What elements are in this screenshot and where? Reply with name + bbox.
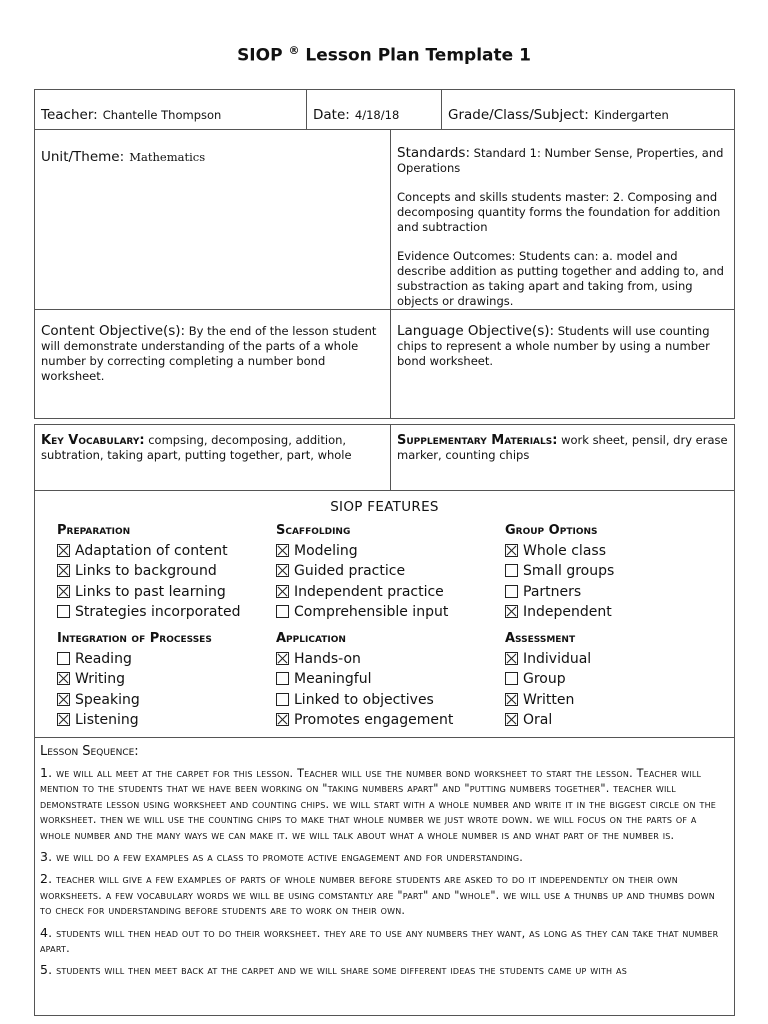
checked-checkbox[interactable] xyxy=(276,544,289,557)
feature-item[interactable] xyxy=(57,541,241,561)
unchecked-checkbox[interactable] xyxy=(276,693,289,706)
standards-value: Standard 1: Number Sense, Properties, and Operations xyxy=(397,146,724,175)
checked-checkbox[interactable] xyxy=(57,713,70,726)
feature-item-label: Linked to objectives xyxy=(294,691,434,708)
unchecked-checkbox[interactable] xyxy=(276,672,289,685)
checked-checkbox[interactable] xyxy=(505,605,518,618)
checked-checkbox[interactable] xyxy=(276,564,289,577)
checked-checkbox[interactable] xyxy=(276,585,289,598)
language-objective-cell: Language Objective(s): Students will use counting chips to represent a whole number by using a number bond worksheet. xyxy=(391,310,735,419)
feature-group-heading: Scaffolding xyxy=(276,523,351,538)
feature-item-label: Reading xyxy=(75,651,132,667)
feature-item-label: Strategies incorporated xyxy=(75,604,241,621)
supplementary-value: work sheet, pensil, dry erase marker, counting chips xyxy=(397,433,728,462)
feature-item-label: Guided practice xyxy=(294,563,406,580)
lesson-step-text: students will then meet back at the carpet and we will share some different ideas the students came up with as xyxy=(56,964,627,978)
feature-item-label: Oral xyxy=(523,712,553,729)
feature-item[interactable] xyxy=(276,582,448,602)
feature-group-heading: Group Options xyxy=(505,523,598,538)
lesson-step xyxy=(40,925,729,957)
concepts-text: Concepts and skills students master: 2. Composing and decomposing quantity forms the foundation for addition and subtraction xyxy=(397,190,721,234)
feature-item-label: Links to background xyxy=(75,563,217,580)
lesson-step-text: students will then head out to do their worksheet. they are to use any numbers they want, as long as they can take that number apart. xyxy=(40,926,719,956)
feature-item[interactable] xyxy=(505,649,591,669)
feature-item-label: Speaking xyxy=(75,691,140,708)
feature-item-label: Small groups xyxy=(523,563,615,580)
siop-features-title: SIOP FEATURES xyxy=(330,499,439,515)
lesson-sequence-label: Lesson Sequence: xyxy=(40,744,139,759)
feature-item[interactable] xyxy=(276,602,448,622)
feature-item-label: Adaptation of content xyxy=(75,543,228,559)
feature-item[interactable] xyxy=(57,690,212,710)
checked-checkbox[interactable] xyxy=(276,713,289,726)
feature-item-label: Modeling xyxy=(294,543,358,559)
lesson-step-text: teacher will give a few examples of parts of whole number before students are asked to do it independently on their own worksheets. a few vocabulary words we will be using comstantly are "part" and "whole". we will use a thunbs up and thumbs down to check for understanding before students are to work on their own. xyxy=(40,873,715,918)
feature-group-preparation xyxy=(57,521,241,623)
date-cell: Date: 4/18/18 xyxy=(307,90,442,130)
feature-group-heading: Preparation xyxy=(57,523,131,538)
lesson-step-text: we will all meet at the carpet for this lesson. Teacher will use the number bond worksheet to start the lesson. Teacher will mention to the students that we have been working on "taking numbers apart" and "putting numbers together". teacher will demonstrate lesson using worksheet and counting chips. we will start with a whole number and write it in the biggest circle on the worksheet. then we will use the counting chips to make that whole number we just wrote down. we will focus on the parts of a whole number and the many ways we can make it. we will talk about what a whole number is and what part of the number is. xyxy=(40,767,717,842)
lesson-step xyxy=(40,765,729,843)
unchecked-checkbox[interactable] xyxy=(505,564,518,577)
checked-checkbox[interactable] xyxy=(505,693,518,706)
feature-item-label: Independent practice xyxy=(294,583,444,600)
grade-value: Kindergarten xyxy=(593,108,669,122)
lesson-step xyxy=(40,871,729,918)
lesson-step-number: 2. xyxy=(40,871,53,887)
unchecked-checkbox[interactable] xyxy=(57,605,70,618)
feature-item-label: Links to past learning xyxy=(75,583,226,600)
feature-item[interactable] xyxy=(57,710,212,730)
feature-item-label: Writing xyxy=(75,671,125,688)
feature-item-label: Listening xyxy=(75,712,139,729)
feature-item[interactable] xyxy=(505,561,614,581)
feature-group-application xyxy=(276,629,453,731)
checked-checkbox[interactable] xyxy=(505,652,518,665)
feature-item[interactable] xyxy=(276,690,453,710)
siop-features-cell xyxy=(35,491,735,738)
feature-item[interactable] xyxy=(505,541,614,561)
checked-checkbox[interactable] xyxy=(57,544,70,557)
feature-item-label: Comprehensible input xyxy=(294,604,449,621)
page-title: SIOP ® Lesson Plan Template 1 xyxy=(237,44,531,66)
lesson-step-number: 3. xyxy=(40,849,53,865)
feature-item[interactable] xyxy=(276,649,453,669)
checked-checkbox[interactable] xyxy=(276,652,289,665)
lesson-step-number: 4. xyxy=(40,924,53,940)
feature-item-label: Group xyxy=(523,671,566,688)
feature-item-label: Whole class xyxy=(523,543,606,559)
feature-group-heading: Assessment xyxy=(505,631,576,646)
feature-item-label: Partners xyxy=(523,583,582,600)
checked-checkbox[interactable] xyxy=(57,672,70,685)
feature-item[interactable] xyxy=(57,582,241,602)
lesson-step xyxy=(40,962,729,978)
feature-item[interactable] xyxy=(57,649,212,669)
feature-group-integration xyxy=(57,629,212,731)
unit-standards-table xyxy=(34,129,735,419)
feature-item-label: Hands-on xyxy=(294,651,361,667)
unchecked-checkbox[interactable] xyxy=(57,652,70,665)
checked-checkbox[interactable] xyxy=(57,693,70,706)
feature-item-label: Meaningful xyxy=(294,671,372,688)
feature-group-heading: Integration of Processes xyxy=(57,631,212,646)
feature-item[interactable] xyxy=(505,582,614,602)
unit-cell: Unit/Theme: Mathematics xyxy=(35,130,391,310)
checked-checkbox[interactable] xyxy=(57,585,70,598)
feature-item-label: Individual xyxy=(523,651,592,667)
feature-item[interactable] xyxy=(505,602,614,622)
feature-item[interactable] xyxy=(505,669,591,689)
teacher-name: Chantelle Thompson xyxy=(102,108,222,122)
features-table xyxy=(34,424,735,1016)
feature-item[interactable] xyxy=(276,710,453,730)
feature-item[interactable] xyxy=(276,561,448,581)
lesson-sequence-cell xyxy=(35,738,735,1016)
lesson-step-number: 1. xyxy=(40,765,53,780)
feature-item-label: Independent xyxy=(523,604,612,621)
key-vocab-cell: Key Vocabulary: compsing, decomposing, addition, subtration, taking apart, putting together, part, whole xyxy=(35,425,391,491)
feature-item[interactable] xyxy=(57,602,241,622)
key-vocab-value: compsing, decomposing, addition, subtration, taking apart, putting together, part, whole xyxy=(41,433,352,462)
feature-group-scaffolding xyxy=(276,521,448,623)
content-objective-value: By the end of the lesson student will demonstrate understanding of the parts of a whole number by correcting completing a number bond worksheet. xyxy=(41,324,377,383)
feature-item[interactable] xyxy=(57,561,241,581)
feature-item[interactable] xyxy=(505,690,591,710)
language-objective-value: Students will use counting chips to represent a whole number by using a number bond worksheet. xyxy=(397,324,710,368)
feature-item[interactable] xyxy=(276,541,448,561)
unchecked-checkbox[interactable] xyxy=(276,605,289,618)
feature-item-label: Promotes engagement xyxy=(294,712,454,729)
lesson-step-text: we will do a few examples as a class to promote active engagement and for understanding. xyxy=(56,851,523,865)
feature-item-label: Written xyxy=(523,691,575,708)
grade-cell: Grade/Class/Subject: Kindergarten xyxy=(442,90,735,130)
checked-checkbox[interactable] xyxy=(57,564,70,577)
feature-group-assessment xyxy=(505,629,591,731)
date-value: 4/18/18 xyxy=(354,108,400,122)
feature-item[interactable] xyxy=(276,669,453,689)
feature-group-heading: Application xyxy=(276,631,346,646)
evidence-text: Evidence Outcomes: Students can: a. model and describe addition as putting together and adding to, and substraction as taking apart and taking from, using objects or drawings. xyxy=(397,249,724,308)
content-objective-cell: Content Objective(s): By the end of the lesson student will demonstrate understanding of the parts of a whole number by correcting completing a number bond worksheet. xyxy=(35,310,391,419)
teacher-cell: Teacher: Chantelle Thompson xyxy=(35,90,307,130)
feature-item[interactable] xyxy=(57,669,212,689)
lesson-step xyxy=(40,849,729,865)
unchecked-checkbox[interactable] xyxy=(505,672,518,685)
unchecked-checkbox[interactable] xyxy=(505,585,518,598)
unit-value: Mathematics xyxy=(129,150,206,164)
checked-checkbox[interactable] xyxy=(505,713,518,726)
feature-item[interactable] xyxy=(505,710,591,730)
supplementary-cell: Supplementary Materials: work sheet, pensil, dry erase marker, counting chips xyxy=(391,425,735,491)
lesson-info-table xyxy=(34,89,735,130)
lesson-step-number: 5. xyxy=(40,962,53,978)
standards-cell: Standards: Standard 1: Number Sense, Properties, and Operations Concepts and skills students master: 2. Composing and decomposing quantity forms the foundation for addition and subtraction Evidence Outcomes: Students can: a. model and describe addition as putting together and adding to, and substraction as taking apart and taking from, using objects or drawings. xyxy=(391,130,735,310)
checked-checkbox[interactable] xyxy=(505,544,518,557)
feature-group-group-options xyxy=(505,521,614,623)
